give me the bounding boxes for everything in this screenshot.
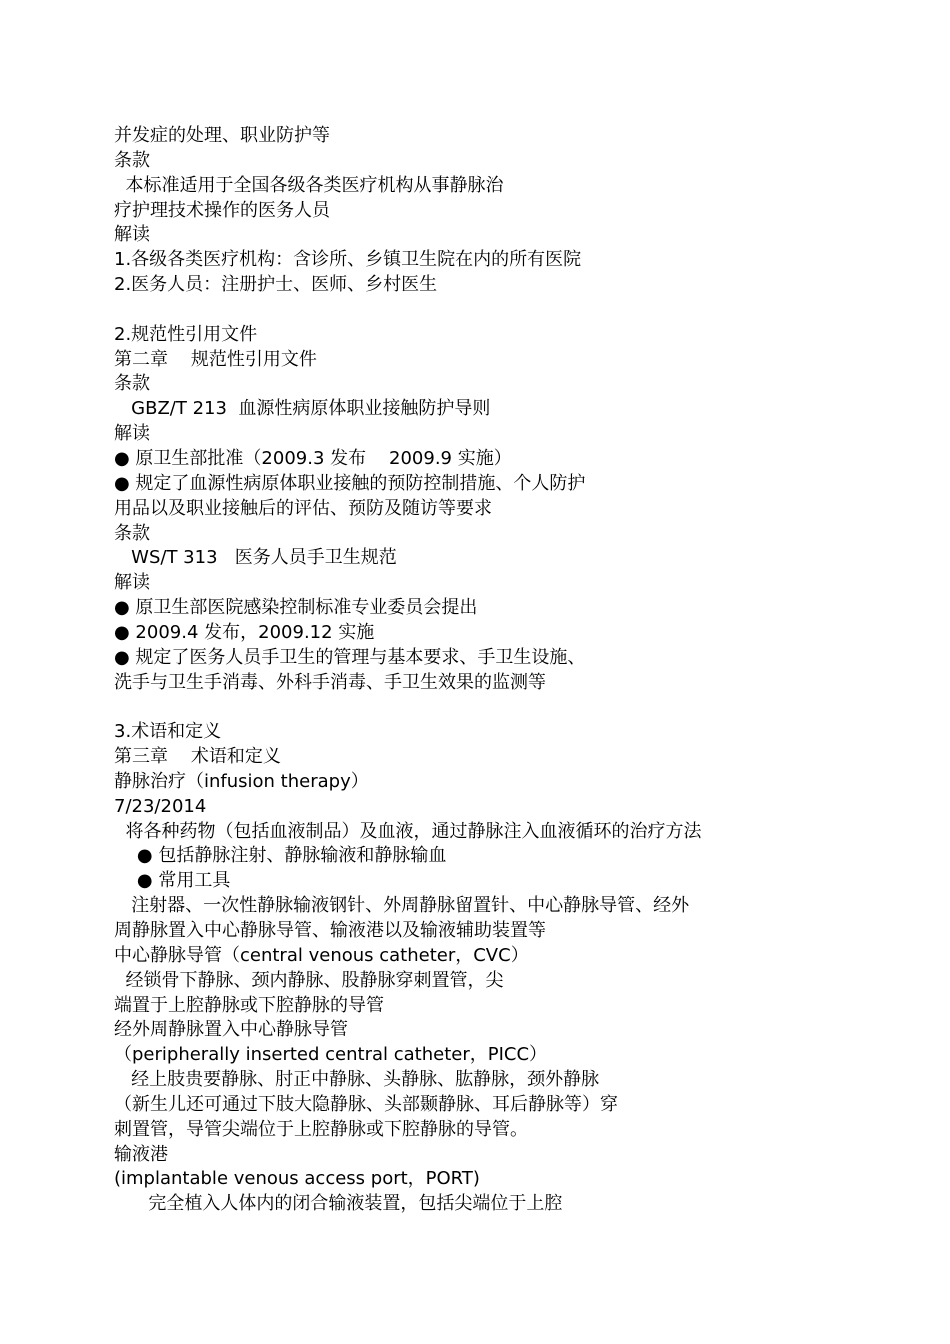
interpretation-heading: 解读	[114, 224, 150, 246]
date-line: 7/23/2014	[114, 795, 207, 817]
term-heading: 中心静脉导管（central venous catheter，CVC）	[114, 944, 529, 966]
chapter-heading: 第三章 术语和定义	[114, 746, 281, 768]
text-line: （新生儿还可通过下肢大隐静脉、头部颞静脉、耳后静脉等）穿	[114, 1093, 618, 1115]
text-line: 周静脉置入中心静脉导管、输液港以及输液辅助装置等	[114, 920, 546, 941]
bullet-item: ● 常用工具	[114, 870, 231, 892]
bullet-item: ● 包括静脉注射、静脉输液和静脉输血	[114, 845, 447, 867]
clause-heading: 条款	[114, 373, 150, 395]
text-line: 刺置管，导管尖端位于上腔静脉或下腔静脉的导管。	[114, 1118, 528, 1140]
term-abbreviation: （peripherally inserted central catheter，PICC）	[114, 1044, 548, 1066]
text-line: 疗护理技术操作的医务人员	[114, 199, 330, 221]
term-heading: 输液港	[114, 1143, 168, 1165]
interpretation-heading: 解读	[114, 423, 150, 445]
chapter-heading: 第二章 规范性引用文件	[114, 348, 317, 370]
term-heading: 静脉治疗（infusion therapy）	[114, 770, 369, 792]
text-line: 洗手与卫生手消毒、外科手消毒、手卫生效果的监测等	[114, 671, 546, 693]
clause-heading: 条款	[114, 149, 150, 171]
text-line: 用品以及职业接触后的评估、预防及随访等要求	[114, 497, 492, 519]
text-line: 将各种药物（包括血液制品）及血液，通过静脉注入血液循环的治疗方法	[114, 820, 702, 842]
interpretation-heading: 解读	[114, 572, 150, 594]
document-body	[114, 124, 834, 1217]
section-heading: 3.术语和定义	[114, 721, 222, 743]
bullet-item: ● 原卫生部批准（2009.3 发布 2009.9 实施）	[114, 447, 512, 469]
bullet-item: ● 2009.4 发布，2009.12 实施	[114, 621, 375, 643]
standard-reference: GBZ/T 213 血源性病原体职业接触防护导则	[114, 398, 491, 420]
text-line: 本标准适用于全国各级各类医疗机构从事静脉治	[114, 174, 504, 196]
bullet-item: ● 原卫生部医院感染控制标准专业委员会提出	[114, 597, 478, 619]
text-line: 2.医务人员：注册护士、医师、乡村医生	[114, 274, 438, 296]
text-line: 并发症的处理、职业防护等	[114, 125, 330, 146]
term-abbreviation: (implantable venous access port，PORT)	[114, 1168, 480, 1190]
standard-reference: WS/T 313 医务人员手卫生规范	[114, 547, 397, 569]
text-line: 1.各级各类医疗机构：含诊所、乡镇卫生院在内的所有医院	[114, 249, 582, 271]
clause-heading: 条款	[114, 522, 150, 544]
text-line: 端置于上腔静脉或下腔静脉的导管	[114, 994, 384, 1016]
text-line: 注射器、一次性静脉输液钢针、外周静脉留置针、中心静脉导管、经外	[114, 895, 690, 917]
text-line: 经上肢贵要静脉、肘正中静脉、头静脉、肱静脉，颈外静脉	[114, 1069, 600, 1091]
text-line: 完全植入人体内的闭合输液装置，包括尖端位于上腔	[114, 1193, 563, 1215]
term-heading: 经外周静脉置入中心静脉导管	[114, 1019, 348, 1041]
bullet-item: ● 规定了医务人员手卫生的管理与基本要求、手卫生设施、	[114, 646, 586, 668]
text-line: 经锁骨下静脉、颈内静脉、股静脉穿刺置管，尖	[114, 969, 504, 991]
blank-line	[114, 695, 834, 720]
bullet-item: ● 规定了血源性病原体职业接触的预防控制措施、个人防护	[114, 472, 586, 494]
section-heading: 2.规范性引用文件	[114, 323, 258, 345]
blank-line	[114, 298, 834, 323]
